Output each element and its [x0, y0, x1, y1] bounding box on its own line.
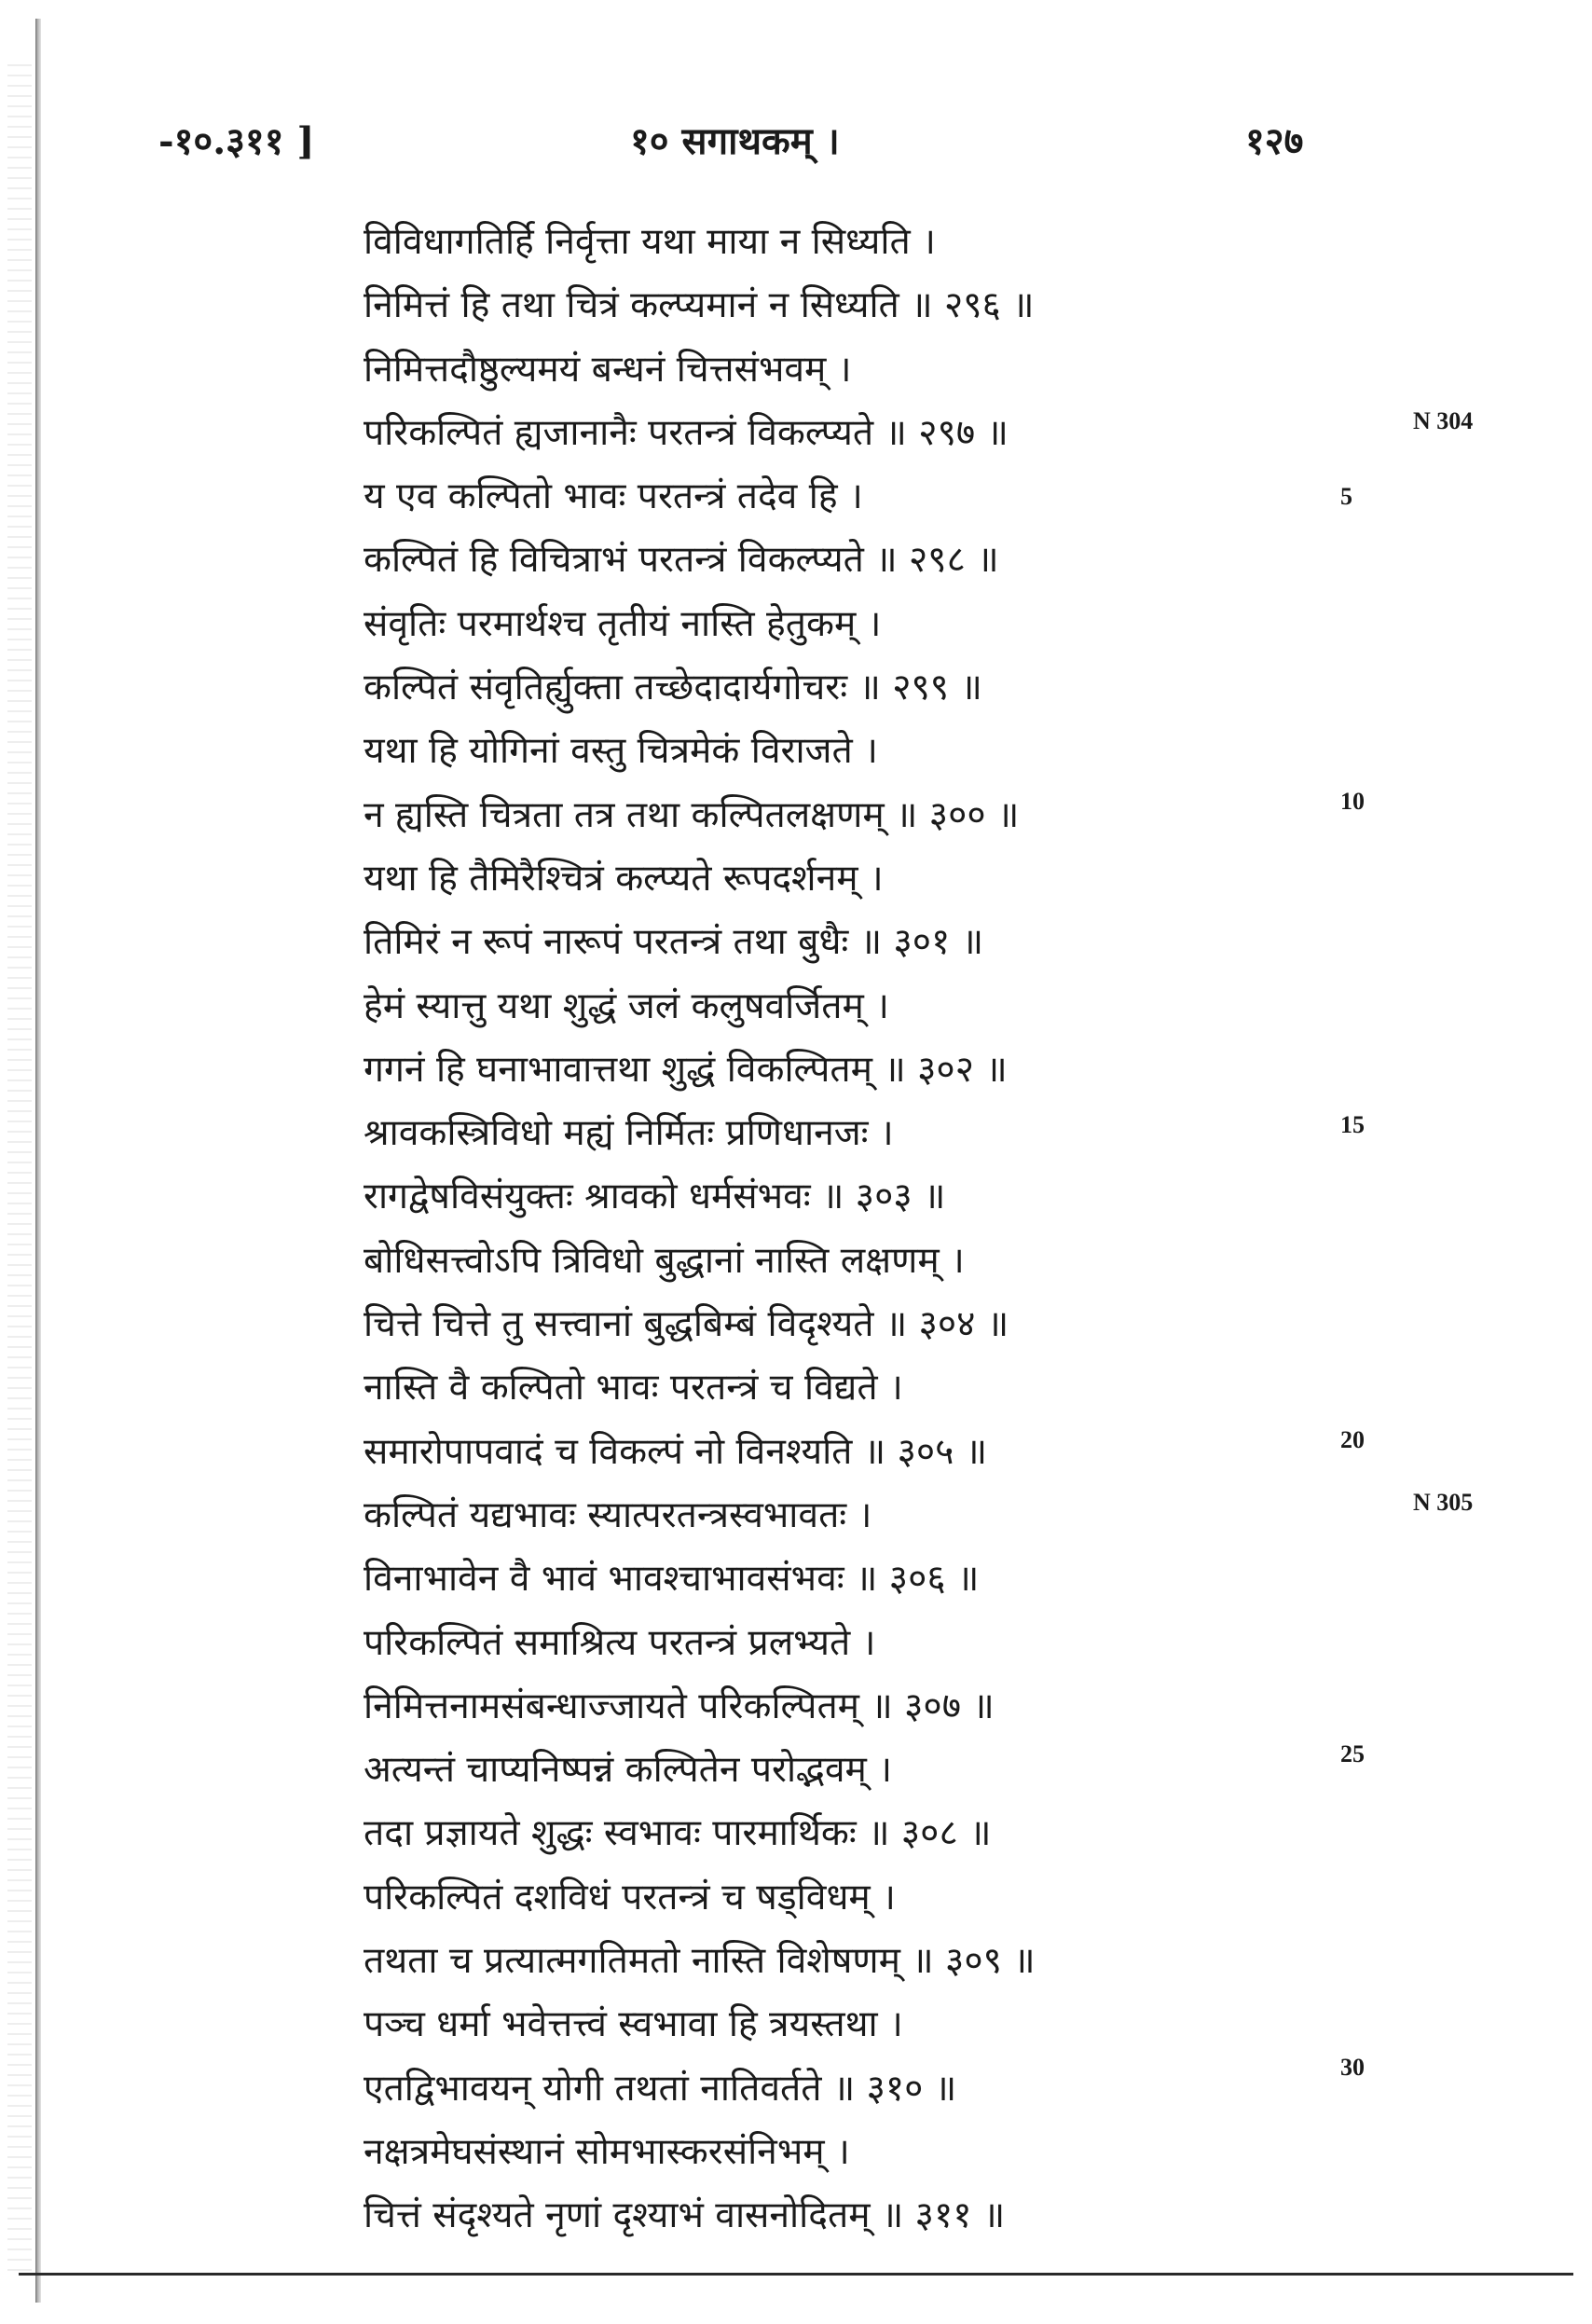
- verse-line: निमित्तं हि तथा चित्रं कल्प्यमानं न सिध्यति ॥ २९६ ॥: [364, 284, 1035, 327]
- verse-line: कल्पितं संवृतिर्ह्युक्ता तच्छेदादार्यगोचरः ॥ २९९ ॥: [364, 667, 982, 709]
- verse-line: नक्षत्रमेघसंस्थानं सोमभास्करसंनिभम् ।: [364, 2130, 850, 2173]
- verse-line: चित्ते चित्ते तु सत्त्वानां बुद्धबिम्बं विदृश्यते ॥ ३०४ ॥: [364, 1303, 1009, 1346]
- verse-line: परिकल्पितं समाश्रित्य परतन्त्रं प्रलभ्यते ।: [364, 1621, 876, 1664]
- verse-line: विविधागतिर्हि निर्वृत्ता यथा माया न सिध्यति ।: [364, 221, 936, 263]
- verse-line: विनाभावेन वै भावं भावश्चाभावसंभवः ॥ ३०६ ॥: [364, 1558, 980, 1601]
- header-page-number: १२७: [1245, 119, 1304, 163]
- verse-line: गगनं हि घनाभावात्तथा शुद्धं विकल्पितम् ॥ ३०२ ॥: [364, 1048, 1008, 1091]
- verse-line: चित्तं संदृश्यते नृणां दृश्याभं वासनोदितम् ॥ ३११ ॥: [364, 2194, 1006, 2237]
- header-section-ref: -१०.३११ ]: [158, 119, 315, 163]
- verse-line: कल्पितं यद्यभावः स्यात्परतन्त्रस्वभावतः ।: [364, 1493, 872, 1536]
- line-number-marker: 30: [1340, 2054, 1365, 2081]
- line-number-marker: 5: [1340, 483, 1352, 510]
- manuscript-ref: N 304: [1413, 407, 1474, 434]
- binding-shadow: [7, 56, 32, 2275]
- line-number-marker: 15: [1340, 1111, 1365, 1138]
- verse-line: यथा हि योगिनां वस्तु चित्रमेकं विराजते ।: [364, 730, 878, 773]
- verse-line: हेमं स्यात्तु यथा शुद्धं जलं कलुषवर्जितम् ।: [364, 984, 889, 1027]
- verse-line: न ह्यस्ति चित्रता तत्र तथा कल्पितलक्षणम् ॥ ३०० ॥: [364, 793, 1020, 836]
- verse-line: पञ्च धर्मा भवेत्तत्त्वं स्वभावा हि त्रयस्तथा ।: [364, 2003, 903, 2046]
- verse-line: निमित्तदौष्ठुल्यमयं बन्धनं चित्तसंभवम् ।: [364, 348, 852, 391]
- verse-line: तथता च प्रत्यात्मगतिमतो नास्ति विशेषणम् ॥ ३०९ ॥: [364, 1940, 1036, 1983]
- binding-edge: [35, 19, 41, 2303]
- verse-line: तदा प्रज्ञायते शुद्धः स्वभावः पारमार्थिकः ॥ ३०८ ॥: [364, 1812, 992, 1855]
- verse-line: यथा हि तैमिरैश्चित्रं कल्प्यते रूपदर्शनम् ।: [364, 857, 884, 900]
- verse-line: बोधिसत्त्वोऽपि त्रिविधो बुद्धानां नास्ति लक्षणम् ।: [364, 1239, 965, 1282]
- verse-line: निमित्तनामसंबन्धाज्जायते परिकल्पितम् ॥ ३०७ ॥: [364, 1685, 995, 1727]
- verse-text-block: [364, 211, 1370, 2248]
- verse-line: अत्यन्तं चाप्यनिष्पन्नं कल्पितेन परोद्भवम् ।: [364, 1749, 893, 1792]
- verse-line: नास्ति वै कल्पितो भावः परतन्त्रं च विद्यते ।: [364, 1367, 903, 1410]
- verse-line: परिकल्पितं दशविधं परतन्त्रं च षड्विधम् ।: [364, 1876, 896, 1918]
- verse-line: तिमिरं न रूपं नारूपं परतन्त्रं तथा बुधैः ॥ ३०१ ॥: [364, 921, 984, 964]
- header-chapter-title: १० सगाथकम् ।: [630, 119, 840, 163]
- verse-line: श्रावकस्त्रिविधो मह्यं निर्मितः प्रणिधानजः ।: [364, 1112, 894, 1155]
- bottom-rule: [19, 2273, 1573, 2276]
- line-number-marker: 20: [1340, 1426, 1365, 1453]
- verse-line: परिकल्पितं ह्यजानानैः परतन्त्रं विकल्प्यते ॥ २९७ ॥: [364, 411, 1009, 454]
- manuscript-ref: N 305: [1413, 1489, 1474, 1516]
- verse-line: समारोपापवादं च विकल्पं नो विनश्यति ॥ ३०५ ॥: [364, 1430, 988, 1473]
- line-number-marker: 10: [1340, 788, 1365, 815]
- verse-line: रागद्वेषविसंयुक्तः श्रावको धर्मसंभवः ॥ ३०३ ॥: [364, 1176, 946, 1218]
- verse-line: एतद्विभावयन् योगी तथतां नातिवर्तते ॥ ३१० ॥: [364, 2067, 957, 2110]
- verse-line: संवृतिः परमार्थश्च तृतीयं नास्ति हेतुकम् ।: [364, 602, 882, 645]
- line-number-marker: 25: [1340, 1740, 1365, 1767]
- verse-line: य एव कल्पितो भावः परतन्त्रं तदेव हि ।: [364, 475, 863, 518]
- verse-line: कल्पितं हि विचित्राभं परतन्त्रं विकल्प्यते ॥ २९८ ॥: [364, 539, 999, 582]
